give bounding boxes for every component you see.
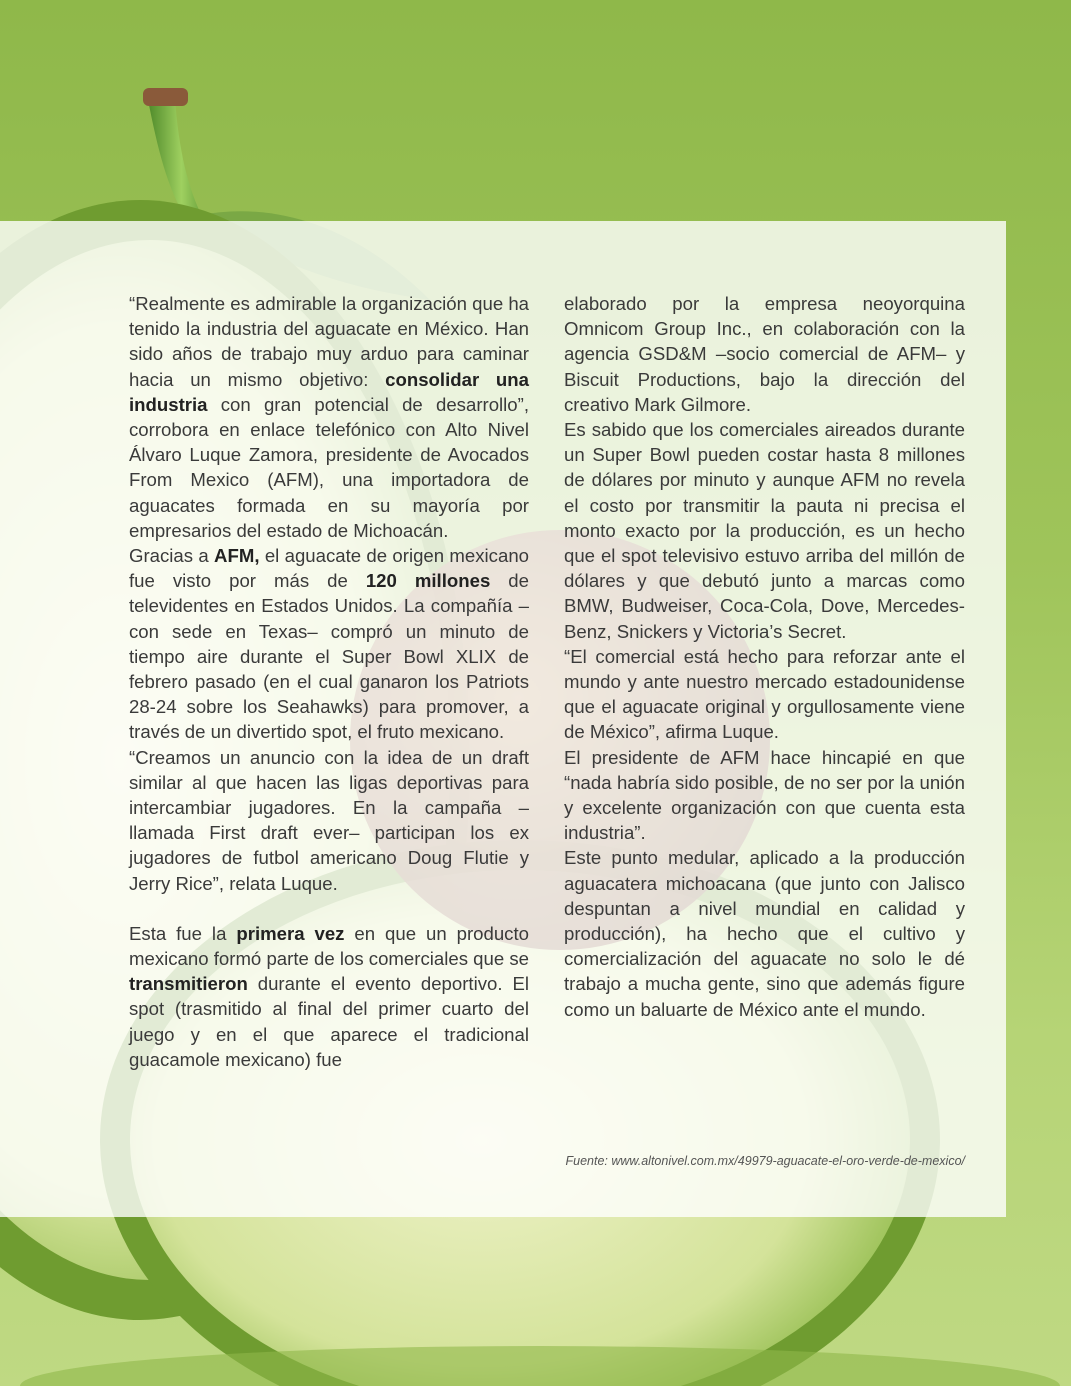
paragraph: Gracias a AFM, el aguacate de origen mexicano fue visto por más de 120 millones de televidentes en Estados Unidos. La compañía –con sede en Texas– compró un minuto de tiempo aire durante el Super Bowl XLIX de febrero pasado (en el cual ganaron los Patriots 28-24 sobre los Seahawks) para promover, a través de un divertido spot, el fruto mexicano. bbox=[129, 545, 530, 743]
paragraph: elaborado por la empresa neoyorquina Omnicom Group Inc., en colaboración con la agencia GSD&M –socio comercial de AFM– y Biscuit Productions, bajo la dirección del creativo Mark Gilmore. bbox=[564, 293, 965, 415]
paragraph: “El comercial está hecho para reforzar ante el mundo y ante nuestro mercado estadounidense que el aguacate original y orgullosamente viene de México”, afirma Luque. bbox=[564, 645, 965, 743]
paragraph: “Realmente es admirable la organización que ha tenido la industria del aguacate en México. Han sido años de trabajo muy arduo para caminar hacia un mismo objetivo: consolidar una industria con gran potencial de desarrollo”, corrobora en enlace telefónico con Alto Nivel Álvaro Luque Zamora, presidente de Avocados From Mexico (AFM), una importadora de aguacates formada en su mayoría por empresarios del estado de Michoacán. bbox=[129, 293, 530, 541]
article-left-column bbox=[129, 291, 529, 1072]
paragraph: Este punto medular, aplicado a la producción aguacatera michoacana (que junto con Jalisco despuntan a nivel mundial en calidad y producción), ha hecho que el cultivo y comercialización del aguacate no solo le dé trabajo a mucha gente, sino que además figure como un baluarte de México ante el mundo. bbox=[564, 847, 965, 1020]
article-right-column bbox=[564, 291, 965, 1022]
paragraph: Esta fue la primera vez en que un producto mexicano formó parte de los comerciales que se transmitieron durante el evento deportivo. El spot (trasmitido al final del primer cuarto del juego y en el que aparece el tradicional guacamole mexicano) fue bbox=[129, 922, 529, 1070]
paragraph: “Creamos un anuncio con la idea de un draft similar al que hacen las ligas deportivas para intercambiar jugadores. En la campaña –llamada First draft ever– participan los ex jugadores de futbol americano Doug Flutie y Jerry Rice”, relata Luque. bbox=[129, 746, 529, 894]
paragraph: Es sabido que los comerciales aireados durante un Super Bowl pueden costar hasta 8 millones de dólares por minuto y aunque AFM no revela el costo por transmitir la pauta ni precisa el monto exacto por la producción, es un hecho que el spot televisivo estuvo arriba del millón de dólares y que debutó junto a marcas como BMW, Budweiser, Coca-Cola, Dove, Mercedes-Benz, Snickers y Victoria’s Secret. bbox=[564, 419, 965, 642]
source-citation: Fuente: www.altonivel.com.mx/49979-aguacate-el-oro-verde-de-mexico/ bbox=[565, 1154, 965, 1168]
paragraph: El presidente de AFM hace hincapié en que “nada habría sido posible, de no ser por la unión y excelente organización con que cuenta esta industria”. bbox=[564, 746, 965, 844]
